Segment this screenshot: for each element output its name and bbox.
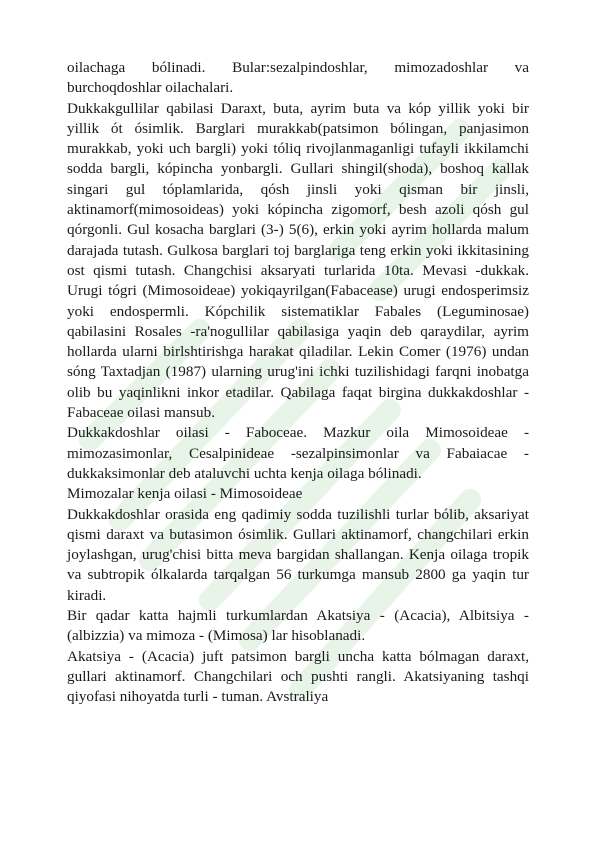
paragraph: Dukkakdoshlar oilasi - Faboceae. Mazkur oila Mimosoideae - mimozasimonlar, Cesalpinideae -sezalpinsimonlar va Fabaiacae - dukkaksimonlar deb ataluvchi uchta kenja oilaga bólinadi.	[67, 424, 529, 482]
paragraph: Bir qadar katta hajmli turkumlardan Akatsiya - (Acacia), Albitsiya - (albizzia) va mimoza - (Mimosa) lar hisoblanadi.	[67, 607, 529, 645]
document-page	[67, 58, 529, 708]
paragraph: Dukkakgullilar qabilasi Daraxt, buta, ayrim buta va kóp yillik yoki bir yillik ót ósimlik. Barglari murakkab(patsimon bólingan, panjasimon murakkab, yoki uch bargli) yoki tóliq rivojlanmaganligi tufayli ikkilamchi sodda bargli, kópincha yonbargli. Gullari shingil(shoda), boshoq kallak singari gul tóplamlarida, qósh jinsli yoki qisman bir jinsli, aktinamorf(mimosoideas) yoki kópincha zigomorf, besh azoli qósh gul qórgonli. Gul kosacha barglari (3-) 5(6), erkin yoki ayrim hollarda malum darajada tutash. Gulkosa barglari toj barglariga teng erkin yoki ikkitasining ost qismi tutash. Changchisi aksaryati turlarida 10ta. Mevasi -dukkak. Urugi tógri (Mimosoideae) yokiqayrilgan(Fabacease) urugi endosperimsiz yoki endospermli. Kópchilik sistematiklar Fabales (Leguminosae) qabilasini Rosales -ra'nogullilar qabilasiga yaqin deb qaraydilar, ayrim hollarda ularni birlshtirishga harakat qiladilar. Lekin Comer (1976) undan sóng Taxtadjan (1987) ularning urug'ini ichki tuzilishidagi farqni inobatga olib bu yaqinlikni inkor etadilar. Qabilaga faqat birgina dukkakdoshlar - Fabaceae oilasi mansub.	[67, 99, 529, 422]
paragraph: Dukkakdoshlar orasida eng qadimiy sodda tuzilishli turlar bólib, aksariyat qismi daraxt va butasimon ósimlik. Gullari aktinamorf, changchilari erkin joylashgan, urug'chisi bitta meva bargidan shallangan. Kenja oilaga tropik va subtropik ólkalarda tarqalgan 56 turkumga mansub 2800 ga yaqin tur kiradi.	[67, 505, 529, 604]
paragraph: Akatsiya - (Acacia) juft patsimon bargli uncha katta bólmagan daraxt, gullari aktinamorf. Changchilari och pushti rangli. Akatsiyaning tashqi qiyofasi nihoyatda turli - tuman. Avstraliya	[67, 647, 529, 706]
section-heading: Mimozalar kenja oilasi - Mimosoideae	[67, 485, 303, 503]
paragraph: oilachaga bólinadi. Bular:sezalpindoshlar, mimozadoshlar va burchoqdoshlar oilachalari.	[67, 59, 529, 97]
